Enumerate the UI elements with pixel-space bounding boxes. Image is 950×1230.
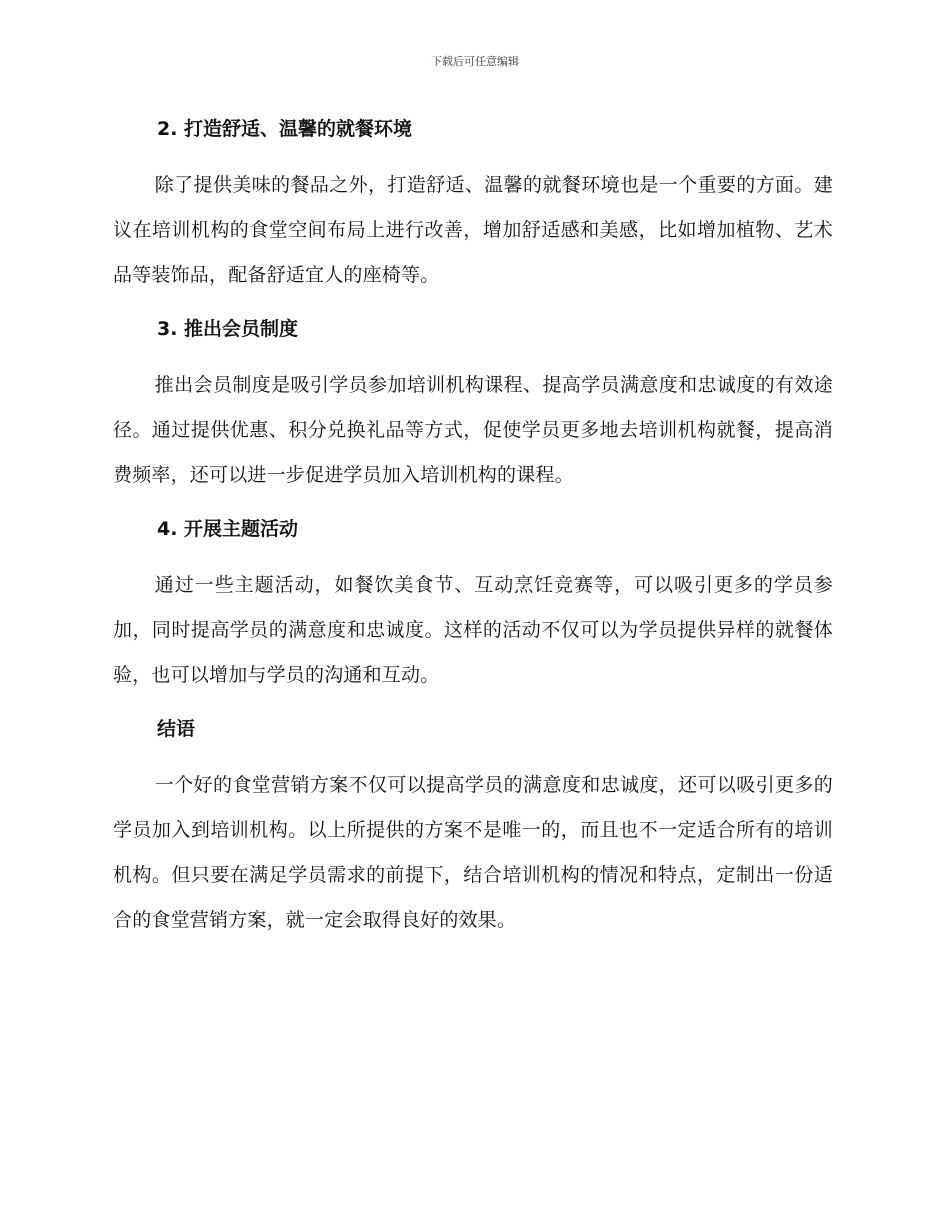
section-heading: 2. 打造舒适、温馨的就餐环境 — [157, 118, 413, 140]
section-theme-activities — [113, 510, 833, 698]
section-paragraph: 推出会员制度是吸引学员参加培训机构课程、提高学员满意度和忠诚度的有效途径。通过提供优惠、积分兑换礼品等方式，促使学员更多地去培训机构就餐，提高消费频率，还可以进一步促进学员加入培训机构的课程。 — [113, 374, 833, 486]
section-paragraph: 除了提供美味的餐品之外，打造舒适、温馨的就餐环境也是一个重要的方面。建议在培训机构的食堂空间布局上进行改善，增加舒适感和美感，比如增加植物、艺术品等装饰品，配备舒适宜人的座椅等。 — [113, 174, 833, 286]
section-heading: 3. 推出会员制度 — [157, 318, 299, 340]
section-paragraph: 通过一些主题活动，如餐饮美食节、互动烹饪竞赛等，可以吸引更多的学员参加，同时提高学员的满意度和忠诚度。这样的活动不仅可以为学员提供异样的就餐体验，也可以增加与学员的沟通和互动。 — [113, 574, 833, 686]
section-membership — [113, 310, 833, 498]
section-dining-environment — [113, 110, 833, 298]
section-heading: 结语 — [157, 718, 196, 740]
section-conclusion — [113, 710, 833, 943]
page-header-note: 下载后可任意编辑 — [431, 55, 519, 68]
section-heading: 4. 开展主题活动 — [157, 518, 299, 540]
document-body — [113, 110, 833, 955]
section-paragraph: 一个好的食堂营销方案不仅可以提高学员的满意度和忠诚度，还可以吸引更多的学员加入到培训机构。以上所提供的方案不是唯一的，而且也不一定适合所有的培训机构。但只要在满足学员需求的前提下，结合培训机构的情况和特点，定制出一份适合的食堂营销方案，就一定会取得良好的效果。 — [113, 774, 833, 931]
